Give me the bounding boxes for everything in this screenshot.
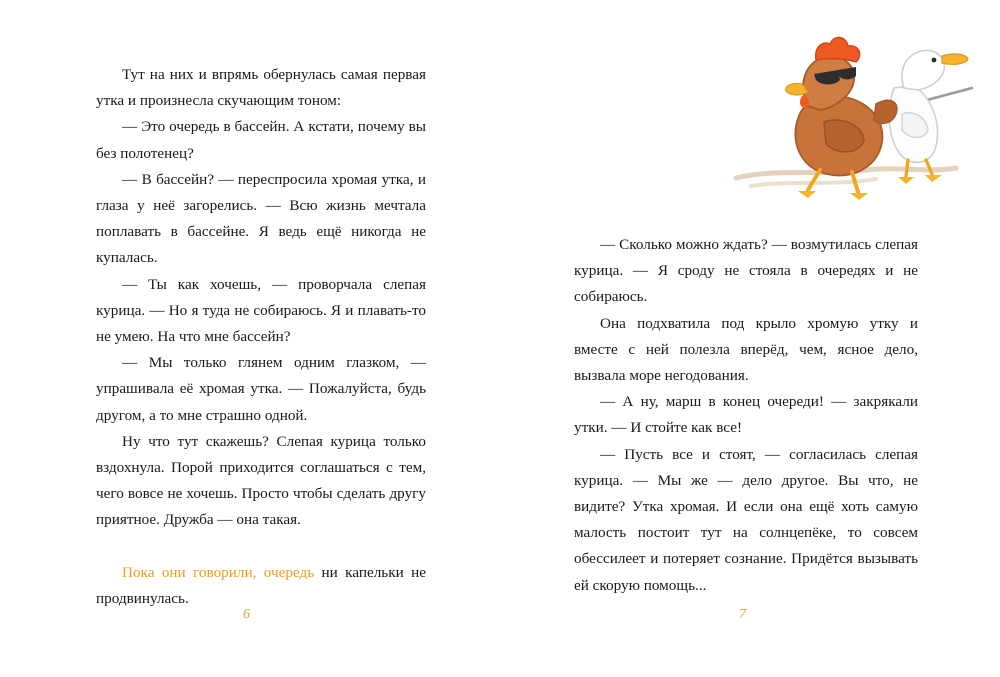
paragraph-text: — В бассейн? — переспросила хромая утка, и глаза у неё загорелись. — Всю жизнь мечтала поплавать в бассейне. Я ведь ещё никогда не купалась. [96, 170, 426, 267]
paragraph [96, 272, 426, 351]
paragraph-text: ни капельки не продвинулась. [96, 563, 426, 607]
duck-beak [942, 54, 968, 65]
right-page-text-column [574, 232, 918, 599]
page-number-right: 7 [739, 607, 746, 622]
paragraph [574, 232, 918, 311]
paragraph-text: Ну что тут скажешь? Слепая курица только вздохнула. Порой приходится соглашаться с тем, чего вовсе не хочешь. Просто чтобы сделать другу приятное. Дружба — она такая. [96, 432, 426, 529]
paragraph [574, 442, 918, 599]
paragraph [96, 350, 426, 429]
hen-comb [816, 37, 860, 62]
paragraph-text: — Сколько можно ждать? — возмутилась слепая курица. — Я сроду не стояла в очередях и не собираюсь. [574, 236, 918, 306]
paragraph [96, 167, 426, 272]
paragraph-highlighted [96, 560, 426, 612]
highlighted-phrase: Пока они говорили, очередь [122, 563, 322, 581]
hen-and-duck-illustration [716, 18, 986, 208]
paragraph-text: Тут на них и впрямь обернулась самая первая утка и произнесла скучающим тоном: [96, 66, 426, 110]
left-page-text-column [96, 62, 426, 612]
duck-eye [932, 58, 937, 63]
paragraph [574, 311, 918, 390]
paragraph-text: — А ну, марш в конец очереди! — закрякали утки. — И стойте как все! [574, 393, 918, 437]
paragraph [96, 429, 426, 534]
paragraph [96, 114, 426, 166]
paragraph-text: — Это очередь в бассейн. А кстати, почему вы без полотенец? [96, 118, 426, 162]
paragraph-text: — Пусть все и стоят, — согласилась слепая курица. — Мы же — дело другое. Вы что, не видите? Утка хромая. И если она ещё хоть самую малость постоит тут на солнцепёке, то совсем обессилеет и потеряет сознание. Придётся вызывать ей скорую помощь... [574, 445, 918, 594]
right-page [500, 0, 1000, 677]
paragraph [574, 389, 918, 441]
duck-figure [889, 50, 968, 184]
page-number-left: 6 [243, 607, 250, 622]
paragraph-text: Она подхватила под крыло хромую утку и вместе с ней полезла вперёд, чем, ясное дело, вызвала море негодования. [574, 314, 918, 385]
hen-figure [786, 37, 897, 200]
paragraph-text: — Мы только глянем одним глазком, — упрашивала её хромая утка. — Пожалуйста, будь другом, а то мне страшно одной. [96, 354, 426, 424]
paragraph-text: — Ты как хочешь, — проворчала слепая курица. — Но я туда не собираюсь. Я и плавать-то не умею. На что мне бассейн? [96, 275, 426, 346]
paragraph [96, 62, 426, 114]
